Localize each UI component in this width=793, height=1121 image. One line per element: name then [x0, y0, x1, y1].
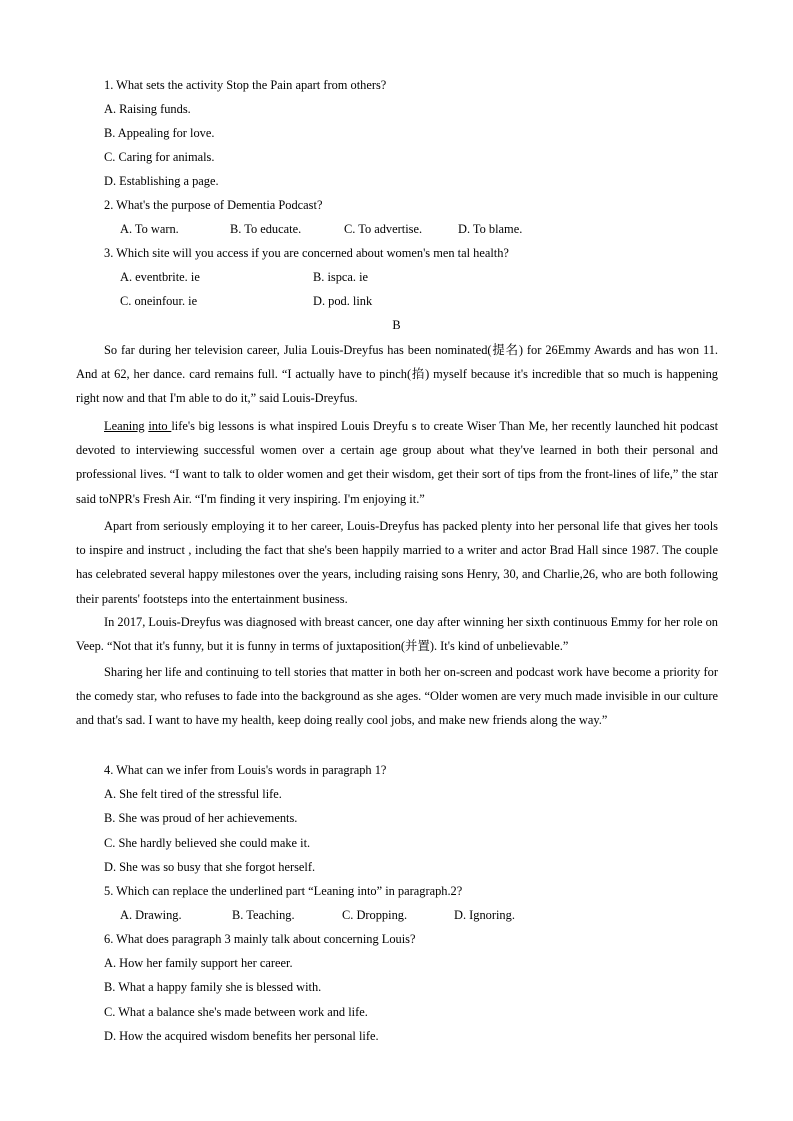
- question-5-option-d: D. Ignoring.: [454, 908, 515, 922]
- passage-paragraph-1: So far during her television career, Julia Louis-Dreyfus has been nominated(提名) for 26Emmy Awards and has won 11. And at 62, her dance. card remains full. “I actually have to pinch(掐) myself because it's incredible that so much is happening right now and that I'm able to do it,” said Louis-Dreyfus.: [76, 343, 718, 406]
- passage-paragraph-4: In 2017, Louis-Dreyfus was diagnosed with breast cancer, one day after winning her sixth continuous Emmy for her role on Veep. “Not that it's funny, but it is funny in terms of juxtaposition(并置). It's kind of unbelievable.”: [76, 615, 718, 654]
- question-3-option-c: C. oneinfour. ie: [120, 294, 198, 308]
- underlined-phrase-into: into: [148, 419, 172, 433]
- question-3-stem: 3. Which site will you access if you are concerned about women's men tal health?: [104, 246, 509, 260]
- question-4-stem: 4. What can we infer from Louis's words in paragraph 1?: [104, 763, 387, 777]
- question-2-option-c: C. To advertise.: [344, 222, 423, 236]
- question-4-option-d: D. She was so busy that she forgot herself.: [104, 860, 316, 874]
- section-b-heading: B: [392, 318, 401, 332]
- passage-paragraph-3: Apart from seriously employing it to her career, Louis-Dreyfus has packed plenty into her personal life that gives her tools to inspire and instruct , including the fact that she's been happily married to a writer and actor Brad Hall since 1987. The couple has celebrated several happy milestones over the years, including raising sons Henry, 30, and Charlie,26, who are both following their parents' footsteps into the entertainment business.: [76, 519, 718, 606]
- question-3-option-d: D. pod. link: [313, 294, 373, 308]
- question-6-option-d: D. How the acquired wisdom benefits her personal life.: [104, 1029, 379, 1043]
- question-6-stem: 6. What does paragraph 3 mainly talk about concerning Louis?: [104, 932, 416, 946]
- underlined-phrase-leaning: Leaning: [104, 419, 145, 433]
- question-4-option-a: A. She felt tired of the stressful life.: [104, 787, 282, 801]
- question-2-option-d: D. To blame.: [458, 222, 523, 236]
- question-1-option-a: A. Raising funds.: [104, 102, 191, 116]
- passage-paragraph-2: [76, 414, 718, 511]
- passage-paragraph-5: Sharing her life and continuing to tell stories that matter in both her on-screen and podcast work have become a priority for the comedy star, who refuses to fade into the background as she ages. “Older women are very much made invisible in our culture and that's sad. I want to have my health, keep doing really cool jobs, and make new friends along the way.”: [76, 665, 718, 728]
- passage-paragraph-2-text: life's big lessons is what inspired Louis Dreyfu s to create Wiser Than Me, her recently launched hit podcast devoted to interviewing successful women over a certain age group about what they've learned in both their personal and professional lives. “I want to talk to older women and get their wisdom, get their sort of tips from the front-lines of life,” the star said toNPR's Fresh Air. “I'm finding it very inspiring. I'm enjoying it.”: [76, 419, 719, 506]
- question-3-option-a: A. eventbrite. ie: [120, 270, 200, 284]
- question-5-option-c: C. Dropping.: [342, 908, 408, 922]
- question-5-option-b: B. Teaching.: [232, 908, 295, 922]
- question-6-option-c: C. What a balance she's made between work and life.: [104, 1005, 368, 1019]
- question-2-stem: 2. What's the purpose of Dementia Podcast?: [104, 198, 323, 212]
- question-1-option-d: D. Establishing a page.: [104, 174, 219, 188]
- question-4-option-c: C. She hardly believed she could make it.: [104, 836, 311, 850]
- question-1-option-b: B. Appealing for love.: [104, 126, 215, 140]
- question-5-option-a: A. Drawing.: [120, 908, 182, 922]
- question-3-option-b: B. ispca. ie: [313, 270, 369, 284]
- question-1-option-c: C. Caring for animals.: [104, 150, 215, 164]
- question-2-option-b: B. To educate.: [230, 222, 302, 236]
- question-1-stem: 1. What sets the activity Stop the Pain apart from others?: [104, 78, 387, 92]
- question-6-option-b: B. What a happy family she is blessed with.: [104, 980, 322, 994]
- question-4-option-b: B. She was proud of her achievements.: [104, 811, 298, 825]
- question-6-option-a: A. How her family support her career.: [104, 956, 293, 970]
- question-5-stem: 5. Which can replace the underlined part “Leaning into” in paragraph.2?: [104, 884, 463, 898]
- question-2-option-a: A. To warn.: [120, 222, 179, 236]
